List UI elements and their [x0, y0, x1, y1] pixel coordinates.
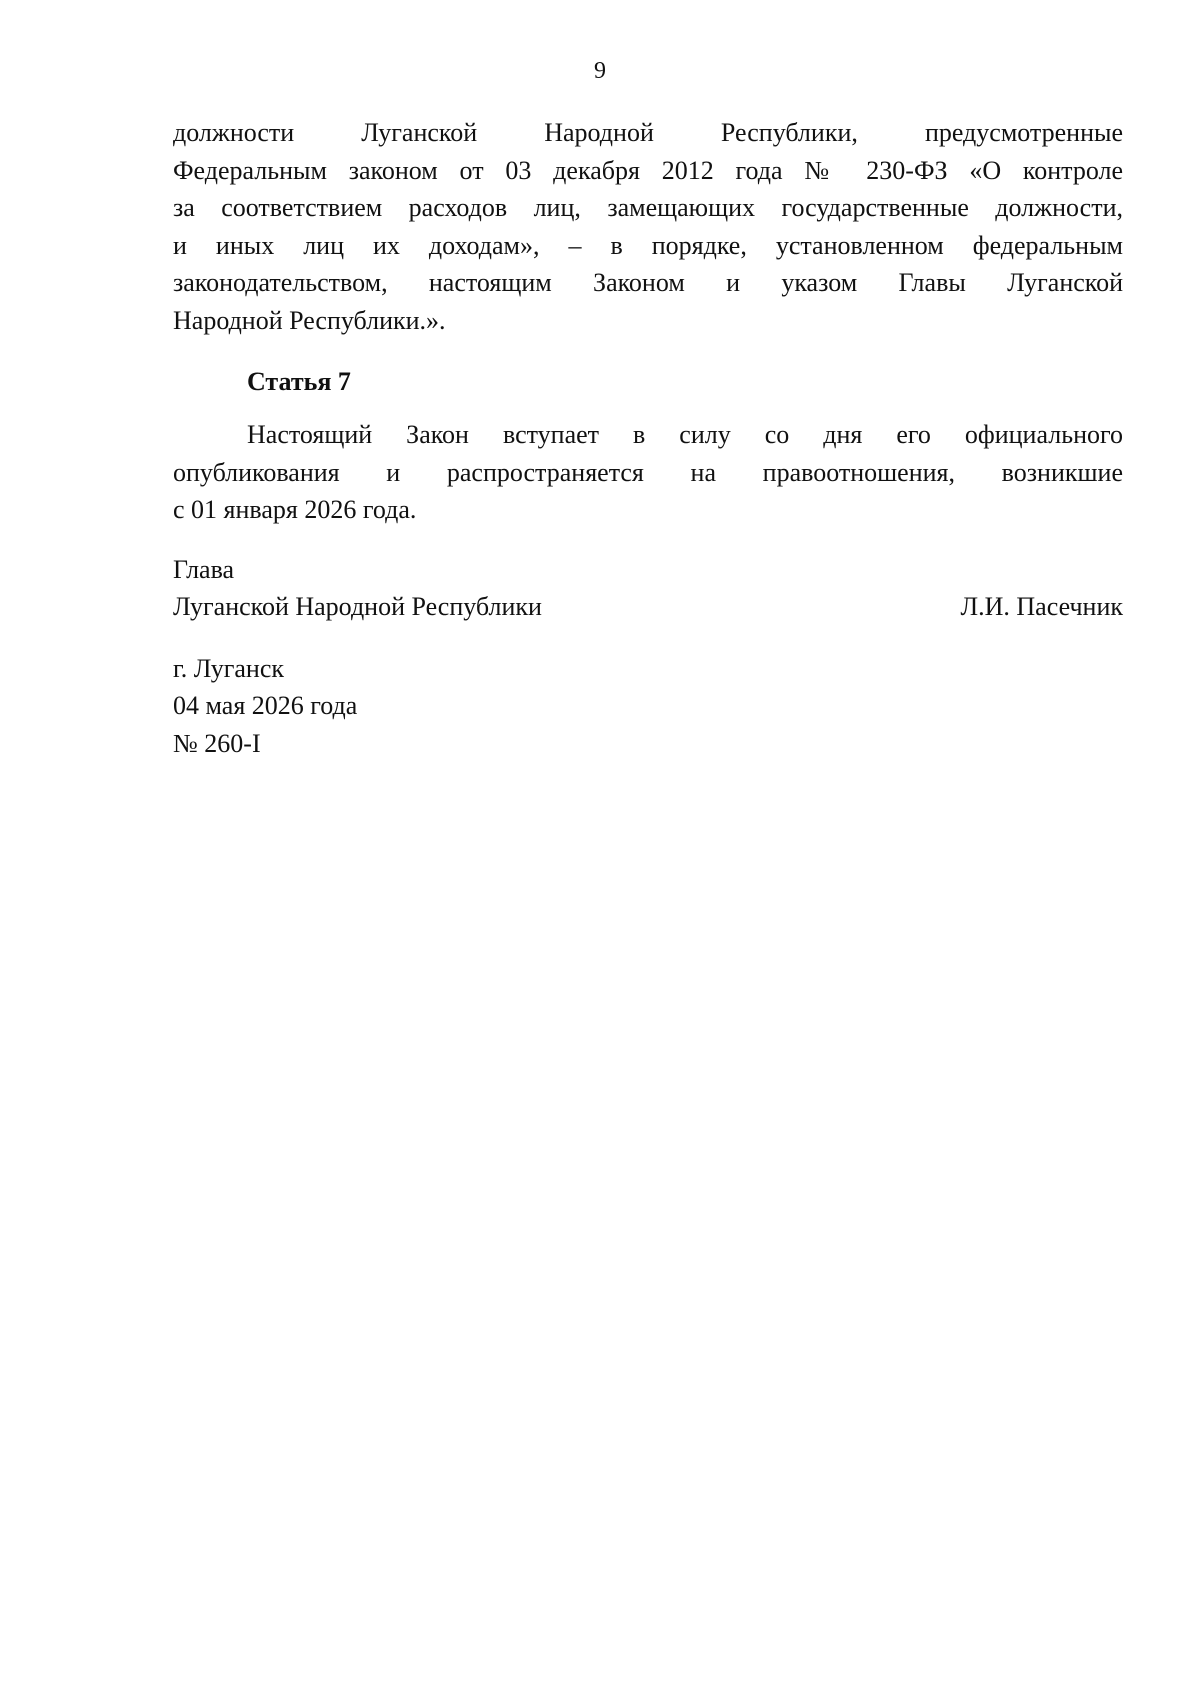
paragraph-line: Настоящий Закон вступает в силу со дня его официального: [247, 420, 1123, 449]
paragraph-line: законодательством, настоящим Законом и указом Главы Луганской: [173, 268, 1123, 297]
article-heading: Статья 7: [247, 367, 351, 396]
paragraph-line: Федеральным законом от 03 декабря 2012 года № 230-ФЗ «О контроле: [173, 155, 1123, 185]
law-number: № 260-I: [173, 728, 261, 758]
date: 04 мая 2026 года: [173, 691, 358, 720]
page-number: 9: [594, 58, 606, 84]
signature-title-line2: Луганской Народной Республики: [173, 592, 542, 621]
paragraph-line: должности Луганской Народной Республики, предусмотренные: [173, 118, 1123, 147]
signature-title-row: [173, 551, 1123, 589]
signature-block: [173, 551, 1123, 626]
document-body: [173, 114, 1123, 762]
paragraph-line: с 01 января 2026 года.: [173, 495, 417, 524]
article-paragraph: [173, 416, 1123, 529]
paragraph-line: опубликования и распространяется на правоотношения, возникшие: [173, 457, 1123, 487]
signature-name-row: [173, 588, 1123, 626]
signatory-name: Л.И. Пасечник: [960, 592, 1123, 621]
paragraph-line: за соответствием расходов лиц, замещающих государственные должности,: [173, 193, 1123, 222]
signature-title-line1: Глава: [173, 554, 235, 584]
paragraph-line: и иных лиц их доходам», – в порядке, установленном федеральным: [173, 230, 1123, 260]
city: г. Луганск: [173, 653, 285, 683]
continuation-paragraph: [173, 114, 1123, 339]
paragraph-line: Народной Республики.».: [173, 305, 446, 335]
place-date-block: [173, 650, 1123, 763]
